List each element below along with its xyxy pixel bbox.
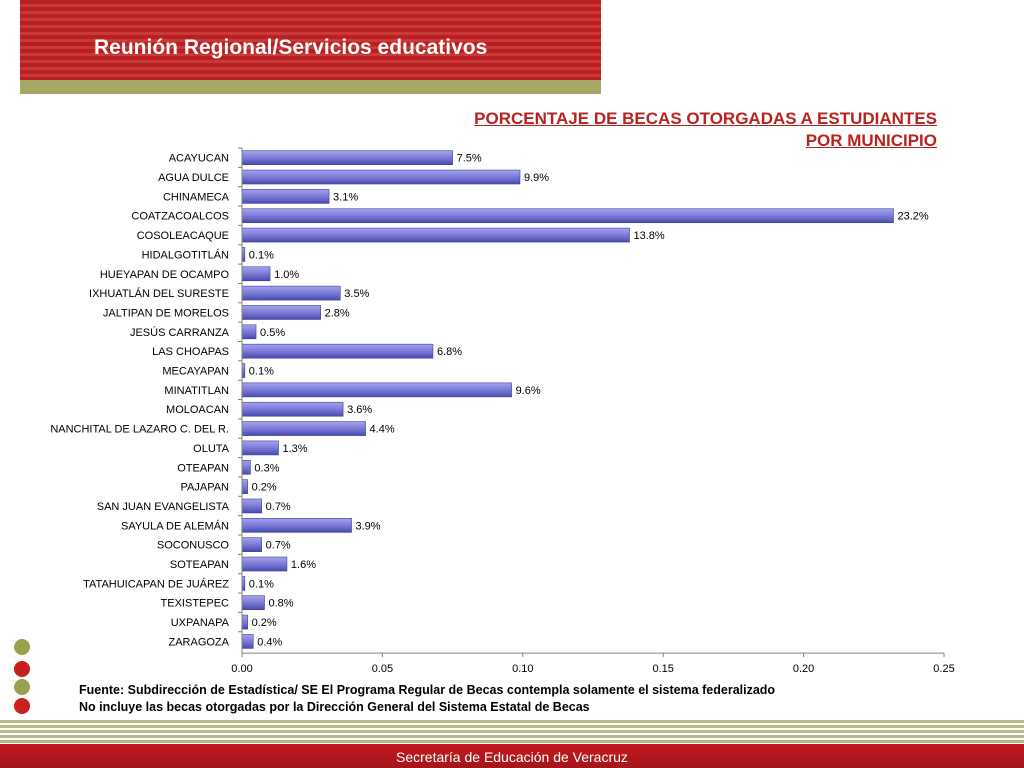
x-tick-label-3: 0.10 [512, 663, 534, 676]
data-label-18: 0.2% [251, 481, 277, 494]
data-label-8: 3.5% [344, 288, 370, 301]
bar-26 [242, 634, 253, 648]
category-label-10: JESÚS CARRANZA [129, 326, 229, 339]
decor-dot-2 [14, 661, 30, 677]
bar-2 [242, 170, 520, 184]
data-label-10: 0.5% [260, 326, 286, 339]
footer-text: Secretaría de Educación de Veracruz [396, 749, 628, 765]
category-label-24: TEXISTEPEC [160, 597, 229, 610]
x-tick-label-1: 0.00 [231, 663, 253, 676]
bar-25 [242, 615, 248, 629]
bar-13 [242, 383, 512, 397]
footnote-line-2: No incluye las becas otorgadas por la Dirección General del Sistema Estatal de Becas [79, 700, 590, 714]
data-label-25: 0.2% [251, 617, 277, 630]
category-label-15: NANCHITAL DE LAZARO C. DEL R. [50, 423, 229, 436]
data-label-13: 9.6% [515, 384, 541, 397]
data-label-19: 0.7% [265, 500, 291, 513]
category-label-7: HUEYAPAN DE OCAMPO [99, 268, 229, 281]
data-label-4: 23.2% [897, 210, 929, 223]
category-label-20: SAYULA DE ALEMÁN [120, 520, 229, 533]
category-label-8: IXHUATLÁN DEL SURESTE [89, 288, 229, 301]
bar-20 [242, 518, 352, 532]
category-label-5: COSOLEACAQUE [136, 230, 229, 243]
header-band [20, 0, 601, 80]
category-label-13: MINATITLAN [164, 384, 229, 397]
bar-11 [242, 344, 433, 358]
data-label-12: 0.1% [248, 365, 274, 378]
data-label-20: 3.9% [355, 520, 381, 533]
bar-17 [242, 460, 250, 474]
bar-14 [242, 402, 343, 416]
category-label-18: PAJAPAN [180, 481, 229, 494]
category-label-2: AGUA DULCE [158, 172, 229, 185]
x-tick-label-4: 0.15 [652, 663, 674, 676]
chart-title-line-1: PORCENTAJE DE BECAS OTORGADAS A ESTUDIANTES [474, 109, 937, 128]
footnote [79, 682, 775, 716]
chart-title-line-2: POR MUNICIPIO [805, 131, 937, 150]
data-label-24: 0.8% [268, 597, 294, 610]
category-label-4: COATZACOALCOS [131, 210, 229, 223]
data-label-9: 2.8% [324, 307, 350, 320]
category-label-17: OTEAPAN [177, 462, 229, 475]
category-label-1: ACAYUCAN [168, 152, 229, 165]
bar-10 [242, 325, 256, 339]
data-label-15: 4.4% [369, 423, 395, 436]
bar-21 [242, 538, 262, 552]
bar-19 [242, 499, 262, 513]
data-label-16: 1.3% [282, 442, 308, 455]
footer-stripes [0, 720, 1024, 744]
data-label-3: 3.1% [333, 191, 359, 204]
data-label-21: 0.7% [265, 539, 291, 552]
bar-16 [242, 441, 279, 455]
bar-9 [242, 305, 321, 319]
header-accent-bar [20, 80, 601, 94]
category-label-3: CHINAMECA [162, 191, 229, 204]
x-tick-label-6: 0.25 [933, 663, 955, 676]
bar-22 [242, 557, 287, 571]
category-label-21: SOCONUSCO [156, 539, 229, 552]
bar-7 [242, 267, 270, 281]
decor-dot-4 [14, 698, 30, 714]
data-label-11: 6.8% [436, 346, 463, 359]
category-label-6: HIDALGOTITLÁN [141, 249, 229, 262]
footer-band [0, 744, 1024, 768]
category-label-12: MECAYAPAN [162, 365, 229, 378]
footnote-line-1: Fuente: Subdirección de Estadística/ SE El Programa Regular de Becas contempla solamente el sistema federalizado [79, 683, 776, 697]
data-label-6: 0.1% [248, 249, 274, 262]
data-label-5: 13.8% [633, 230, 665, 243]
data-label-14: 3.6% [347, 404, 373, 417]
data-label-17: 0.3% [254, 462, 280, 475]
bar-5 [242, 228, 630, 242]
category-label-14: MOLOACAN [166, 404, 229, 417]
data-label-23: 0.1% [248, 578, 274, 591]
category-label-26: ZARAGOZA [168, 636, 229, 649]
bar-4 [242, 209, 893, 223]
data-label-22: 1.6% [290, 559, 317, 572]
category-label-19: SAN JUAN EVANGELISTA [96, 500, 229, 513]
category-label-9: JALTIPAN DE MORELOS [102, 307, 229, 320]
bar-24 [242, 596, 264, 610]
bar-18 [242, 480, 248, 494]
bar-8 [242, 286, 340, 300]
category-label-23: TATAHUICAPAN DE JUÁREZ [83, 578, 229, 591]
decor-dot-3 [14, 679, 30, 695]
bar-15 [242, 422, 366, 436]
category-label-25: UXPANAPA [170, 617, 229, 630]
data-label-1: 7.5% [456, 152, 482, 165]
decor-dot-1 [14, 639, 30, 655]
category-label-22: SOTEAPAN [169, 559, 229, 572]
category-label-16: OLUTA [193, 442, 229, 455]
x-tick-label-2: 0.05 [371, 663, 394, 676]
data-label-7: 1.0% [274, 268, 300, 281]
category-label-11: LAS CHOAPAS [152, 346, 229, 359]
bar-1 [242, 151, 453, 165]
bar-3 [242, 189, 329, 203]
data-label-26: 0.4% [257, 636, 283, 649]
data-label-2: 9.9% [523, 172, 550, 185]
x-tick-label-5: 0.20 [792, 663, 815, 676]
slide-title: Reunión Regional/Servicios educativos [94, 36, 488, 59]
bar-chart [0, 140, 1024, 680]
